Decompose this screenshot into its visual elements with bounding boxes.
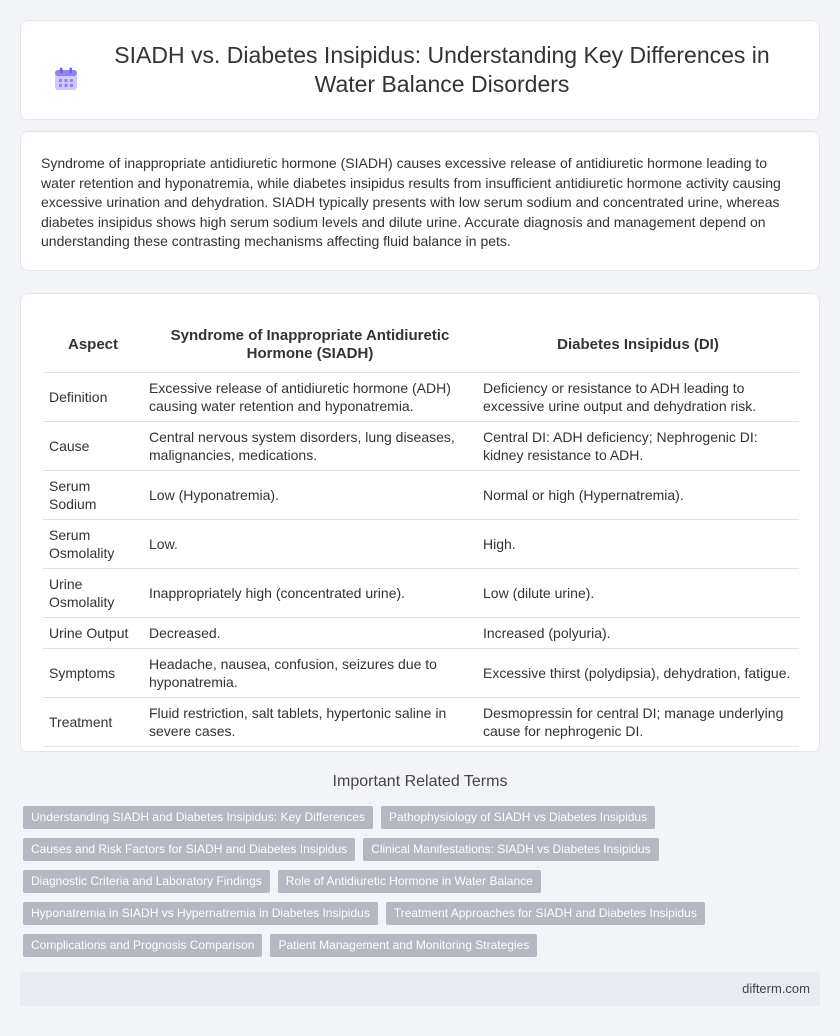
row-di: Excessive thirst (polydipsia), dehydration, fatigue. — [477, 648, 799, 697]
comparison-table-card — [20, 293, 820, 752]
page-title: SIADH vs. Diabetes Insipidus: Understanding Key Differences in Water Balance Disorders — [114, 42, 770, 97]
table-row — [43, 648, 799, 697]
related-term-tag[interactable]: Treatment Approaches for SIADH and Diabetes Insipidus — [386, 902, 705, 925]
table-row — [43, 470, 799, 519]
table-row — [43, 372, 799, 421]
row-aspect: Serum Osmolality — [43, 519, 143, 568]
row-siadh: Low (Hyponatremia). — [143, 470, 477, 519]
row-aspect: Serum Sodium — [43, 470, 143, 519]
related-term-tag[interactable]: Clinical Manifestations: SIADH vs Diabetes Insipidus — [363, 838, 658, 861]
related-term-tag[interactable]: Hyponatremia in SIADH vs Hypernatremia in Diabetes Insipidus — [23, 902, 378, 925]
related-term-tag[interactable]: Complications and Prognosis Comparison — [23, 934, 262, 957]
table-row — [43, 519, 799, 568]
summary-card — [20, 131, 820, 271]
row-di: Desmopressin for central DI; manage underlying cause for nephrogenic DI. — [477, 697, 799, 746]
row-di: Deficiency or resistance to ADH leading to excessive urine output and dehydration risk. — [477, 372, 799, 421]
header-card — [20, 20, 820, 120]
related-terms-title: Important Related Terms — [332, 773, 508, 790]
row-di: Central DI: ADH deficiency; Nephrogenic DI: kidney resistance to ADH. — [477, 421, 799, 470]
row-aspect: Urine Output — [43, 617, 143, 648]
row-siadh: Inappropriately high (concentrated urine). — [143, 568, 477, 617]
row-siadh: Decreased. — [143, 617, 477, 648]
related-term-tag[interactable]: Pathophysiology of SIADH vs Diabetes Insipidus — [381, 806, 655, 829]
row-aspect: Symptoms — [43, 648, 143, 697]
footer — [20, 972, 820, 1006]
related-term-tag[interactable]: Patient Management and Monitoring Strategies — [270, 934, 537, 957]
comparison-table — [43, 312, 799, 747]
related-term-tag[interactable]: Role of Antidiuretic Hormone in Water Balance — [278, 870, 541, 893]
related-term-tag[interactable]: Diagnostic Criteria and Laboratory Findings — [23, 870, 270, 893]
row-aspect: Cause — [43, 421, 143, 470]
row-aspect: Treatment — [43, 697, 143, 746]
header-siadh: Syndrome of Inappropriate Antidiuretic Hormone (SIADH) — [143, 312, 477, 372]
related-terms-list — [23, 806, 823, 966]
row-di: Increased (polyuria). — [477, 617, 799, 648]
table-header-row — [43, 312, 799, 372]
header-aspect: Aspect — [43, 312, 143, 372]
row-siadh: Low. — [143, 519, 477, 568]
calendar-icon — [53, 66, 79, 92]
row-siadh: Excessive release of antidiuretic hormone (ADH) causing water retention and hyponatremia. — [143, 372, 477, 421]
row-di: High. — [477, 519, 799, 568]
table-row — [43, 617, 799, 648]
row-aspect: Definition — [43, 372, 143, 421]
row-di: Low (dilute urine). — [477, 568, 799, 617]
row-siadh: Fluid restriction, salt tablets, hypertonic saline in severe cases. — [143, 697, 477, 746]
header-di: Diabetes Insipidus (DI) — [477, 312, 799, 372]
row-siadh: Central nervous system disorders, lung diseases, malignancies, medications. — [143, 421, 477, 470]
row-siadh: Headache, nausea, confusion, seizures due to hyponatremia. — [143, 648, 477, 697]
table-row — [43, 568, 799, 617]
table-row — [43, 421, 799, 470]
related-term-tag[interactable]: Understanding SIADH and Diabetes Insipidus: Key Differences — [23, 806, 373, 829]
row-aspect: Urine Osmolality — [43, 568, 143, 617]
footer-site-link[interactable]: difterm.com — [742, 981, 810, 996]
summary-text: Syndrome of inappropriate antidiuretic hormone (SIADH) causes excessive release of antidiuretic hormone leading to water retention and hyponatremia, while diabetes insipidus results from insufficient antidiuretic hormone activity causing excessive urination and dehydration. SIADH typically presents with low serum sodium and concentrated urine, whereas diabetes insipidus shows high serum sodium levels and dilute urine. Accurate diagnosis and management depend on understanding these contrasting mechanisms affecting fluid balance in pets. — [41, 155, 781, 249]
table-row — [43, 697, 799, 746]
related-term-tag[interactable]: Causes and Risk Factors for SIADH and Diabetes Insipidus — [23, 838, 355, 861]
row-di: Normal or high (Hypernatremia). — [477, 470, 799, 519]
